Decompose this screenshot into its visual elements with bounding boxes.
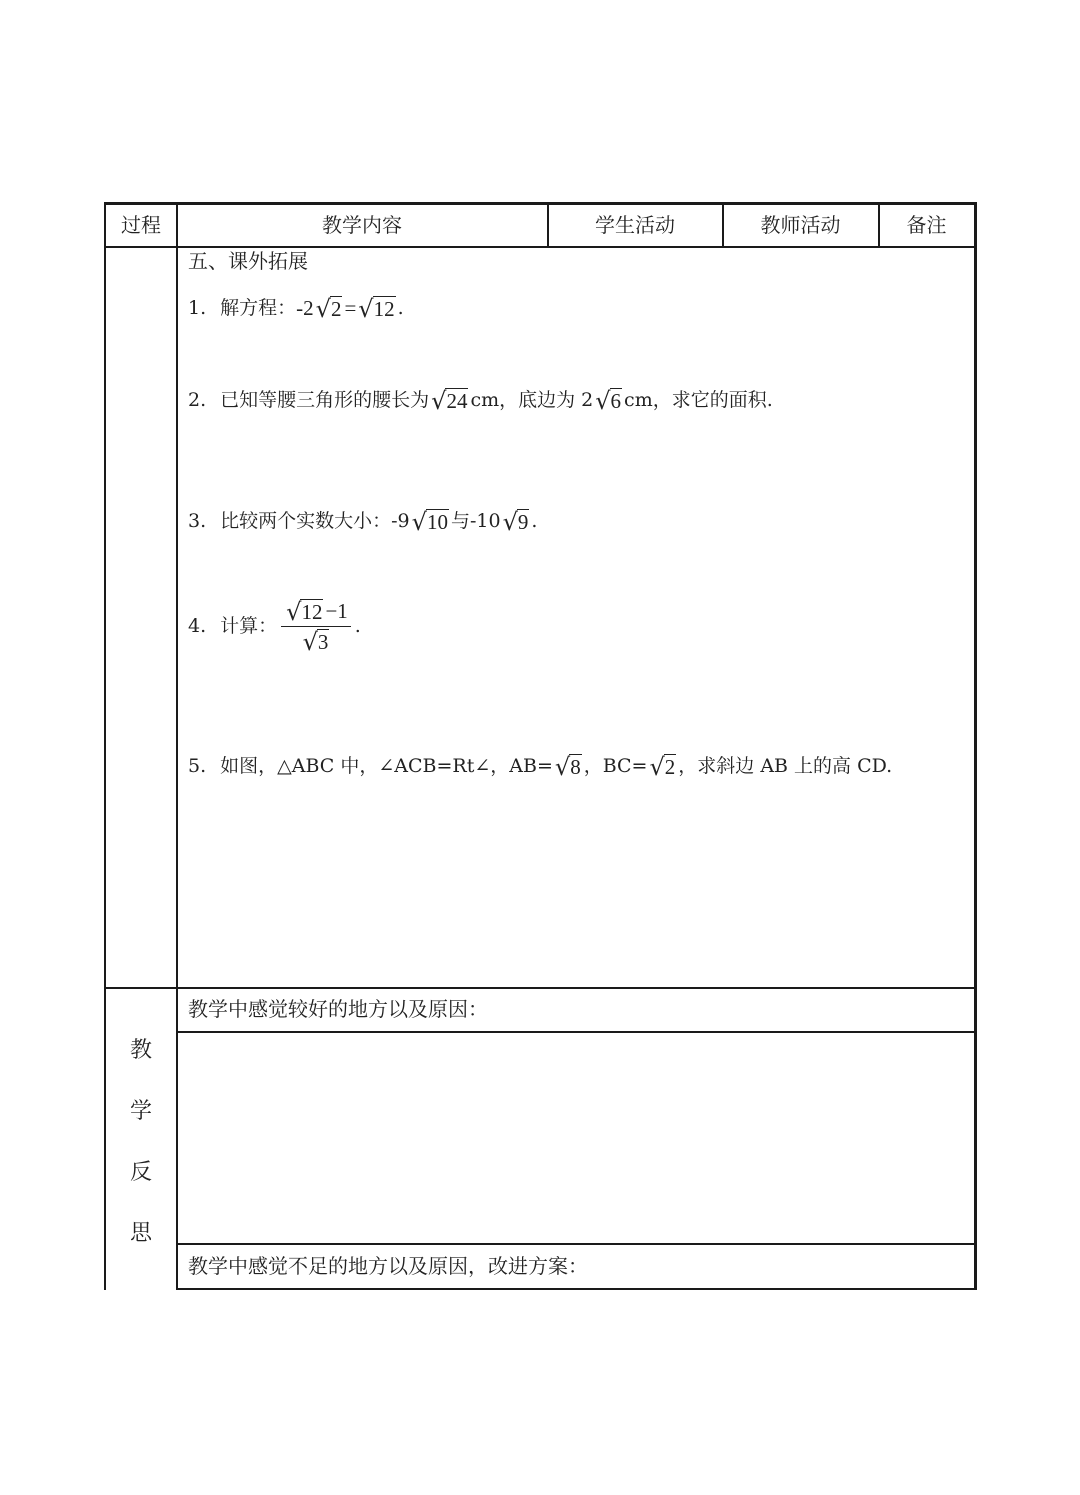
shortcomings-label: 教学中感觉不足的地方以及原因，改进方案： [188, 1254, 588, 1278]
header-bottom-border [104, 246, 977, 248]
period: . [531, 510, 538, 532]
denominator [301, 627, 332, 654]
question-number: 1. [188, 297, 207, 319]
radicand: 10 [426, 509, 448, 534]
reflection-char-4: 思 [129, 1221, 152, 1246]
table-left-border [104, 202, 106, 1290]
question-number: 3. [188, 510, 207, 532]
question-number: 5. [188, 755, 207, 777]
radical: √ 12 [286, 597, 323, 626]
question-text: 解方程： [220, 297, 297, 319]
radical: √ 2 [315, 294, 342, 323]
content-bottom-border [104, 987, 977, 989]
radicand: 9 [517, 509, 529, 534]
radicand: 2 [664, 754, 676, 779]
period: . [354, 615, 361, 637]
good-points-label: 教学中感觉较好的地方以及原因： [188, 997, 488, 1021]
radical: √ 3 [302, 628, 329, 656]
header-process: 过程 [121, 213, 161, 237]
bad-label-bottom-border [176, 1288, 977, 1290]
question-5 [188, 753, 892, 779]
question-text: 如图，△ABC 中，∠ACB=Rt∠，AB= [220, 755, 553, 777]
question-1 [188, 295, 404, 321]
period: . [397, 297, 404, 319]
radical: √ 9 [502, 507, 529, 536]
radical: √ 2 [649, 752, 676, 781]
radical: √ 24 [431, 386, 468, 415]
question-text-end: cm，求它的面积. [624, 389, 773, 411]
question-text-mid: 与-10 [450, 510, 501, 532]
radicand: 12 [373, 296, 395, 321]
header-student: 学生活动 [595, 213, 675, 237]
radical: √ 6 [595, 386, 622, 415]
radicand: 3 [317, 630, 329, 654]
radicand: 2 [330, 296, 342, 321]
reflection-char-2: 学 [129, 1099, 152, 1124]
header-note: 备注 [906, 213, 947, 237]
radicand: 12 [301, 599, 323, 624]
numerator [281, 598, 351, 627]
reflection-char-3: 反 [129, 1160, 152, 1185]
header-content: 教学内容 [322, 213, 402, 237]
radical: √ 12 [358, 294, 395, 323]
radicand: 24 [446, 388, 468, 413]
question-text: 计算： [220, 615, 278, 637]
question-text: 已知等腰三角形的腰长为 [220, 389, 430, 411]
header-teacher: 教师活动 [760, 213, 841, 237]
question-number: 4. [188, 615, 207, 637]
section-title: 五、课外拓展 [188, 249, 308, 273]
process-col-border [176, 202, 178, 1290]
question-text: 比较两个实数大小：-9 [220, 510, 410, 532]
radical: √ 8 [554, 752, 581, 781]
good-area-bottom-border [176, 1243, 977, 1245]
question-4 [188, 598, 361, 654]
equals-sign: = [344, 296, 357, 320]
fraction [281, 598, 351, 654]
radical: √ 10 [411, 507, 448, 536]
radicand: 8 [570, 754, 581, 779]
reflection-char-1: 教 [129, 1038, 152, 1063]
good-label-bottom-border [176, 1031, 977, 1033]
question-text-mid: cm，底边为 2 [470, 389, 594, 411]
minus-one: −1 [325, 599, 348, 623]
radicand: 6 [610, 388, 622, 413]
coefficient: -2 [296, 296, 314, 320]
question-2 [188, 387, 773, 413]
table-right-border [974, 202, 977, 1290]
question-3 [188, 508, 537, 534]
question-text-end: ，求斜边 AB 上的高 CD. [678, 755, 893, 777]
question-number: 2. [188, 389, 207, 411]
question-text-mid: ，BC= [583, 755, 648, 777]
table-top-border [104, 202, 977, 205]
